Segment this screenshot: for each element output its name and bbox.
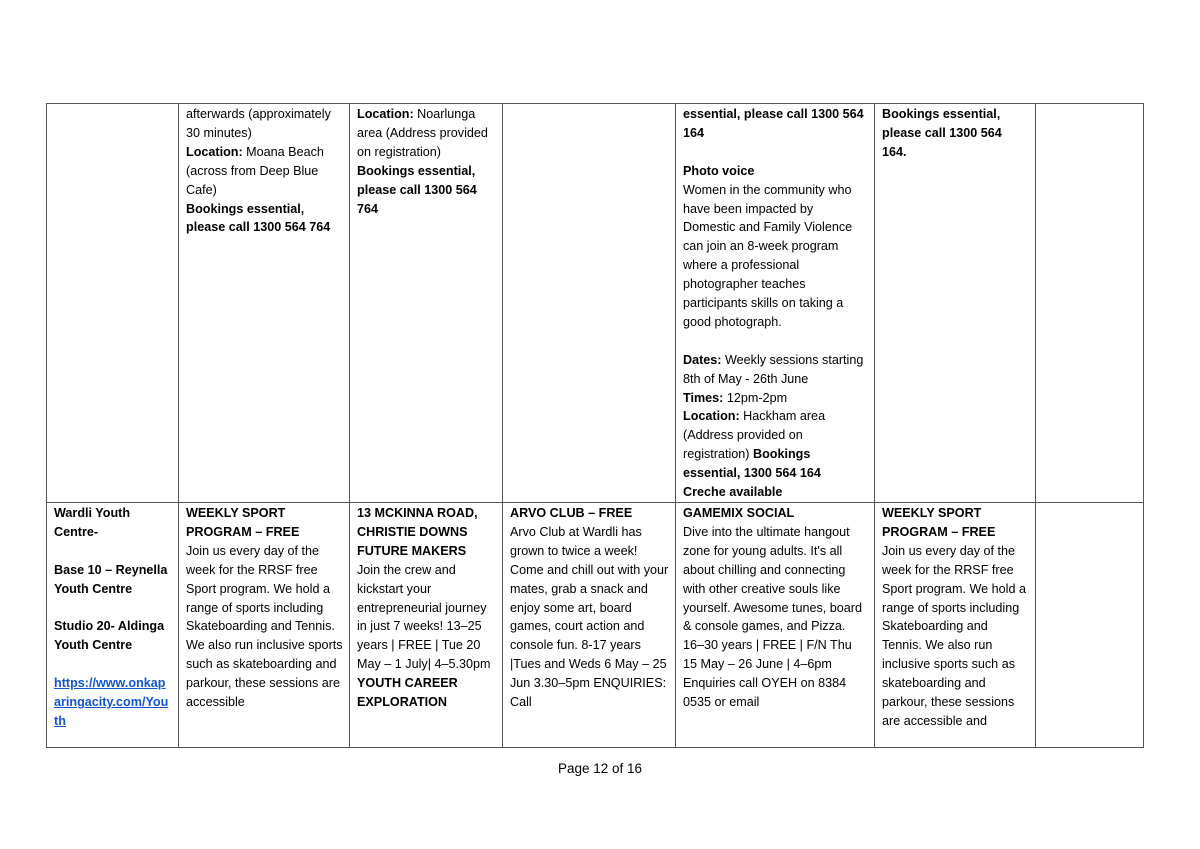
table-cell bbox=[676, 503, 875, 748]
table-cell-empty bbox=[47, 104, 179, 503]
program-heading: FUTURE MAKERS bbox=[357, 543, 467, 558]
program-description: Dive into the ultimate hangout zone for young adults. It's all about chilling and connecting with other creative souls like yourself. Awesome tunes, board & console games, and Pizza. 16–30 years | FREE | F/N Thu 15 May – 26 June | 4–6pm Enquiries call OYEH on 8384 0535 or email bbox=[683, 524, 862, 710]
location-line bbox=[683, 407, 868, 483]
cell-text: afterwards (approximately 30 minutes) bbox=[186, 107, 331, 140]
bookings-text: Bookings essential, please call 1300 564 764 bbox=[186, 201, 331, 235]
bookings-text: essential, please call 1300 564 164 bbox=[683, 107, 864, 140]
location-value: Hackham area (Address provided on registration) bbox=[683, 409, 826, 462]
times-line bbox=[683, 389, 868, 408]
location-label: Location: bbox=[357, 107, 414, 121]
centre-name: Wardli Youth Centre- bbox=[54, 506, 131, 539]
table-cell bbox=[350, 104, 503, 503]
bookings-text: Bookings essential, please call 1300 564 764 bbox=[357, 163, 477, 216]
table-cell-empty bbox=[1036, 104, 1144, 503]
centre-name: Studio 20- Aldinga Youth Centre bbox=[54, 619, 165, 653]
program-heading: Photo voice bbox=[683, 163, 755, 178]
program-description: Join the crew and kickstart your entrepreneurial journey in just 7 weeks! 13–25 years | FREE | Tue 20 May – 1 July| 4–5.30pm bbox=[357, 562, 491, 672]
program-heading: GAMEMIX SOCIAL bbox=[683, 506, 795, 520]
times-value: 12pm-2pm bbox=[726, 390, 788, 405]
bookings-text: Bookings essential, 1300 564 164 bbox=[683, 447, 821, 481]
address-text: 13 MCKINNA ROAD, CHRISTIE DOWNS bbox=[357, 506, 478, 539]
table-cell-empty bbox=[503, 104, 676, 503]
program-heading: WEEKLY SPORT PROGRAM – FREE bbox=[186, 506, 300, 539]
table-cell bbox=[875, 503, 1036, 748]
dates-line bbox=[683, 351, 868, 389]
table-cell bbox=[47, 503, 179, 748]
table-row bbox=[47, 503, 1144, 748]
dates-label: Dates: bbox=[683, 352, 722, 367]
centre-name: Base 10 – Reynella Youth Centre bbox=[54, 562, 168, 596]
program-heading: WEEKLY SPORT PROGRAM – FREE bbox=[882, 506, 996, 539]
times-label: Times: bbox=[683, 390, 724, 405]
program-description: Arvo Club at Wardli has grown to twice a week! Come and chill out with your mates, grab a snack and enjoy some art, board games, court action and console fun. 8-17 years |Tues and Weds 6 May – 25 Jun 3.30–5pm ENQUIRIES: Call bbox=[510, 524, 669, 710]
program-description: Join us every day of the week for the RRSF free Sport program. We hold a range of sports including Skateboarding and Tennis. We also run inclusive sports such as skateboarding and parkour, these sessions are accessible bbox=[186, 543, 343, 710]
table-cell bbox=[179, 503, 350, 748]
table-row bbox=[47, 104, 1144, 503]
page-number: Page 12 of 16 bbox=[557, 761, 643, 776]
program-description: Women in the community who have been impacted by Domestic and Family Violence can join an 8-week program where a professional photographer teaches participants skills on taking a good photograph. bbox=[683, 182, 853, 329]
schedule-table bbox=[46, 103, 1144, 748]
table-cell bbox=[676, 104, 875, 503]
youth-link[interactable]: https://www.onkaparingacity.com/Youth bbox=[54, 676, 169, 728]
location-line bbox=[357, 105, 496, 162]
dates-value: Weekly sessions starting 8th of May - 26th June bbox=[683, 352, 864, 386]
location-value: Noarlunga area (Address provided on registration) bbox=[357, 107, 488, 159]
program-heading: ARVO CLUB – FREE bbox=[510, 506, 633, 520]
table-cell bbox=[503, 503, 676, 748]
table-cell bbox=[179, 104, 350, 503]
location-label: Location: bbox=[186, 144, 243, 159]
creche-text: Creche available bbox=[683, 485, 783, 500]
program-heading: YOUTH CAREER EXPLORATION bbox=[357, 676, 458, 710]
location-label: Location: bbox=[683, 409, 740, 424]
location-value: Moana Beach (across from Deep Blue Cafe) bbox=[186, 144, 324, 197]
table-cell-empty bbox=[1036, 503, 1144, 748]
bookings-text: Bookings essential, please call 1300 564 164. bbox=[882, 107, 1002, 159]
location-line bbox=[186, 143, 343, 200]
table-cell bbox=[875, 104, 1036, 503]
table-cell bbox=[350, 503, 503, 748]
program-description: Join us every day of the week for the RRSF free Sport program. We hold a range of sports including Skateboarding and Tennis. We also run inclusive sports such as skateboarding and parkour, these sessions are accessible and bbox=[882, 543, 1026, 728]
